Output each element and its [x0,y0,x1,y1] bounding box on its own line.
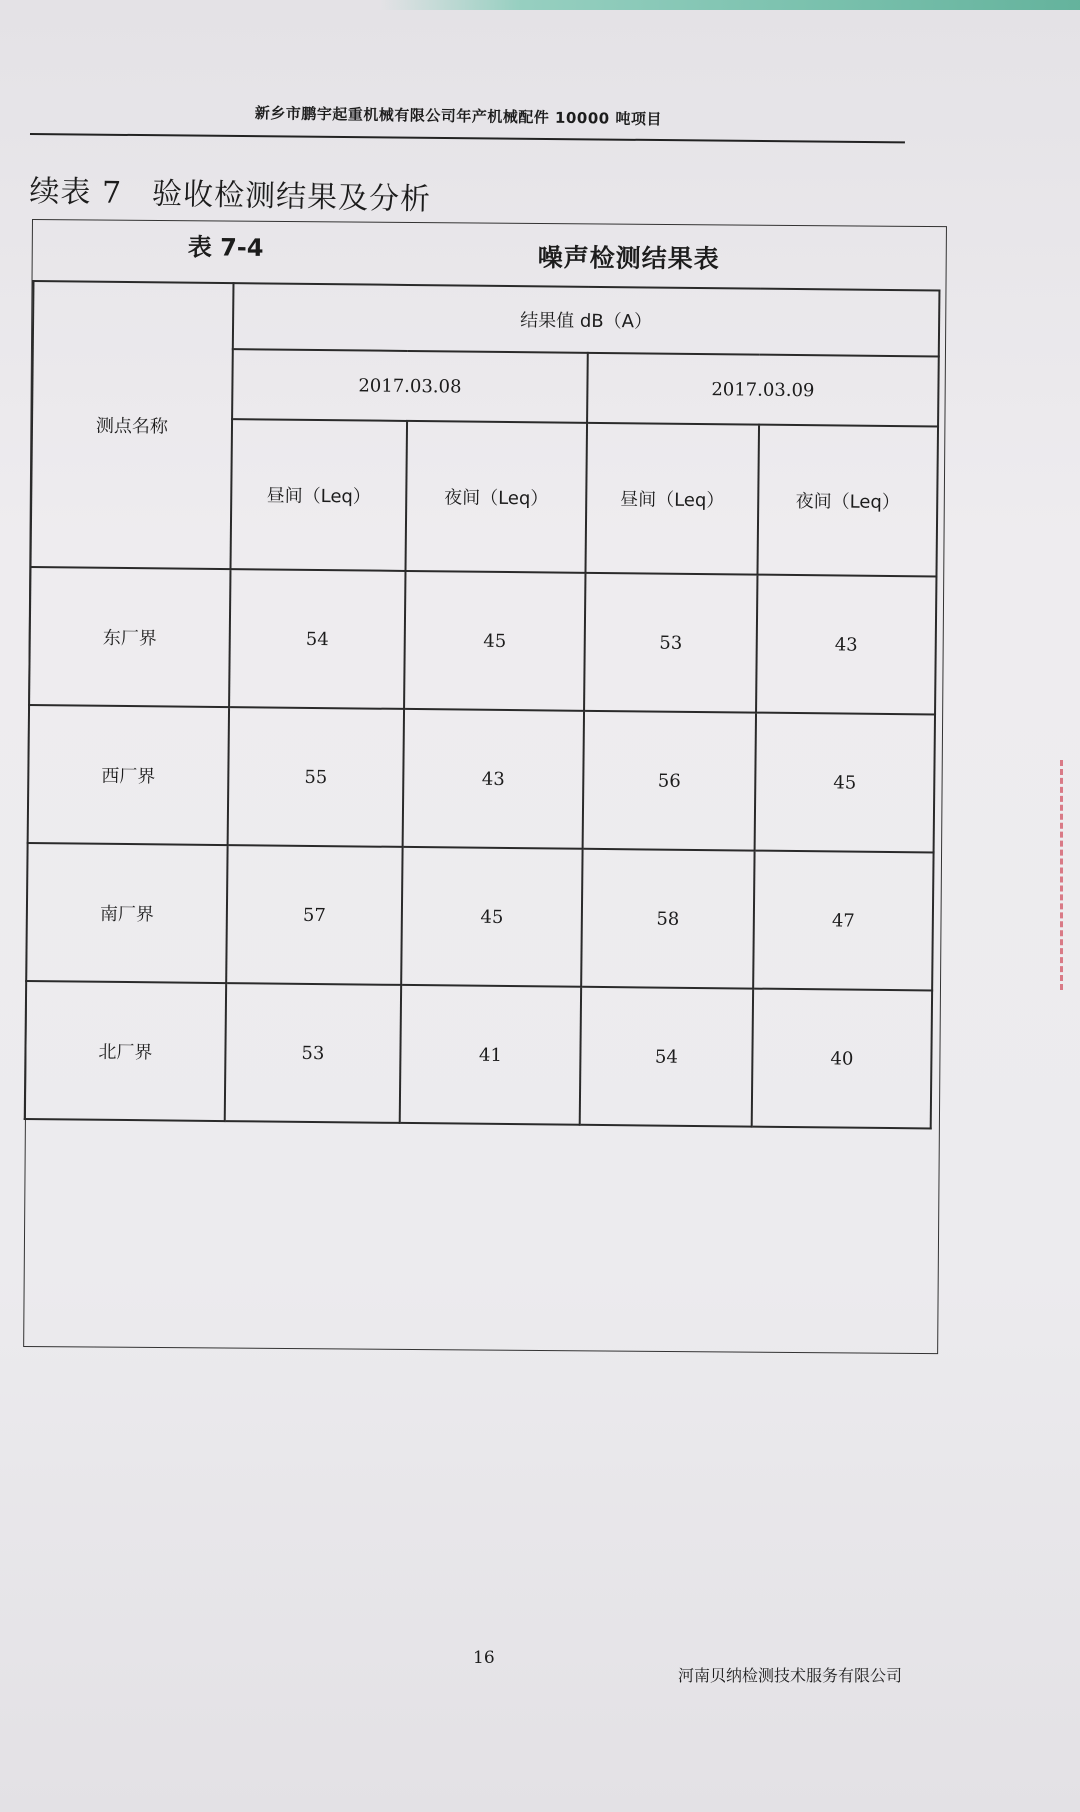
table-row [25,981,932,1128]
location-cell: 南厂界 [26,843,227,983]
value-cell: 57 [226,845,402,985]
location-header: 测点名称 [31,281,234,569]
top-edge-decoration [380,0,1080,10]
value-cell: 45 [755,713,935,853]
value-cell: 40 [752,989,932,1129]
value-cell: 45 [404,571,585,711]
period-header: 昼间（Leq） [585,423,759,575]
value-cell: 58 [581,849,754,989]
seal-edge-mark [1060,760,1079,990]
value-cell: 54 [580,987,753,1127]
section-prefix: 续表 7 [29,173,123,211]
period-header: 夜间（Leq） [757,425,938,577]
table-row [28,705,935,852]
table-row [29,567,936,714]
page-number: 16 [473,1648,495,1668]
value-cell: 47 [753,851,933,991]
section-heading: 验收检测结果及分析 [151,176,432,218]
value-cell: 54 [229,569,405,709]
value-cell: 53 [584,573,757,713]
date-header: 2017.03.08 [232,349,588,423]
content-frame [23,219,947,1354]
value-cell: 56 [583,711,756,851]
value-cell: 41 [400,985,581,1125]
table-title: 噪声检测结果表 [537,242,720,274]
period-header: 夜间（Leq） [405,421,587,573]
date-header: 2017.03.09 [587,353,939,427]
location-cell: 东厂界 [29,567,230,707]
value-cell: 53 [225,983,401,1123]
page-header: 新乡市鹏宇起重机械有限公司年产机械配件 10000 吨项目 [254,103,663,129]
table-row [26,843,933,990]
location-cell: 西厂界 [28,705,229,845]
value-cell: 45 [401,847,582,987]
value-cell: 55 [228,707,404,847]
table-header-row [33,281,940,356]
section-title [29,166,431,218]
location-cell: 北厂界 [25,981,226,1121]
footer-company: 河南贝纳检测技术服务有限公司 [678,1666,903,1685]
value-cell: 43 [403,709,584,849]
result-header: 结果值 dB（A） [233,283,940,356]
period-header: 昼间（Leq） [231,419,408,571]
table-number: 表 7-4 [187,233,264,262]
noise-results-table [24,280,941,1129]
value-cell: 43 [756,575,936,715]
